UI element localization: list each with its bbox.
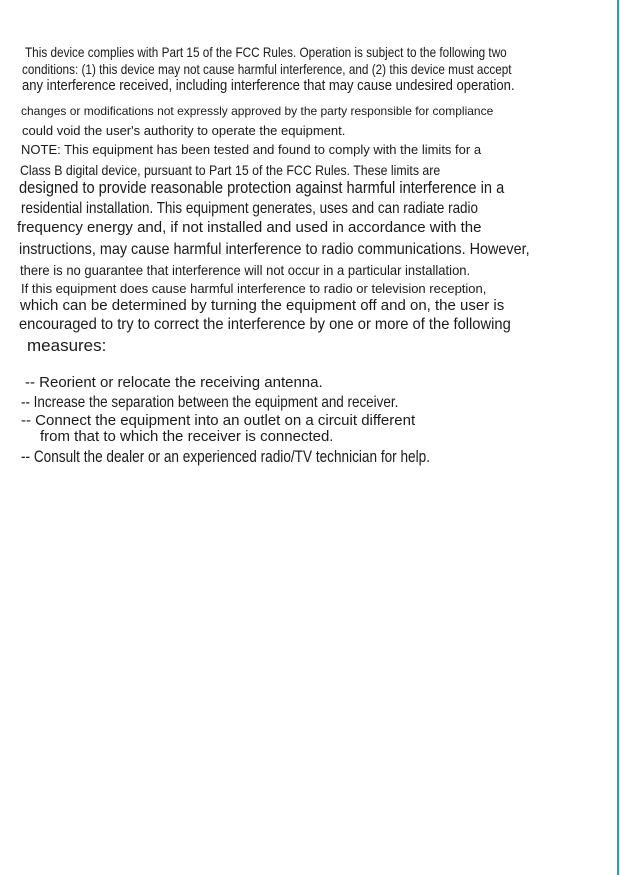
page-edge-border	[617, 0, 619, 875]
note-line-1: NOTE: This equipment has been tested and found to comply with the limits for a	[21, 142, 482, 157]
note-line-7: there is no guarantee that interference will not occur in a particular installation.	[20, 262, 471, 278]
note-line-9: which can be determined by turning the equipment off and on, the user is	[20, 297, 505, 314]
measure-item-2: -- Increase the separation between the equipment and receiver.	[21, 394, 399, 411]
compliance-line-2: conditions: (1) this device may not cause harmful interference, and (2) this device must accept	[22, 61, 512, 77]
note-line-10: encouraged to try to correct the interference by one or more of the following	[19, 316, 511, 333]
measure-item-4: -- Consult the dealer or an experienced radio/TV technician for help.	[21, 447, 430, 466]
note-line-6: instructions, may cause harmful interference to radio communications. However,	[19, 241, 530, 258]
note-line-8: If this equipment does cause harmful interference to radio or television reception,	[21, 281, 487, 296]
compliance-line-1: This device complies with Part 15 of the FCC Rules. Operation is subject to the following two	[25, 44, 507, 60]
modifications-line-1: changes or modifications not expressly approved by the party responsible for compliance	[21, 104, 494, 118]
note-line-5: frequency energy and, if not installed and used in accordance with the	[17, 219, 482, 236]
note-line-4: residential installation. This equipment generates, uses and can radiate radio	[21, 200, 478, 217]
note-line-11: measures:	[27, 336, 107, 355]
modifications-line-2: could void the user's authority to operate the equipment.	[22, 123, 346, 138]
note-line-3: designed to provide reasonable protection against harmful interference in a	[19, 178, 505, 197]
measure-item-3: -- Connect the equipment into an outlet on a circuit different	[21, 412, 416, 429]
measure-item-1: -- Reorient or relocate the receiving antenna.	[25, 374, 323, 391]
note-line-2: Class B digital device, pursuant to Part 15 of the FCC Rules. These limits are	[20, 162, 441, 178]
compliance-line-3: any interference received, including interference that may cause undesired operation.	[22, 77, 515, 94]
measure-item-3-continued: from that to which the receiver is connected.	[40, 428, 334, 445]
